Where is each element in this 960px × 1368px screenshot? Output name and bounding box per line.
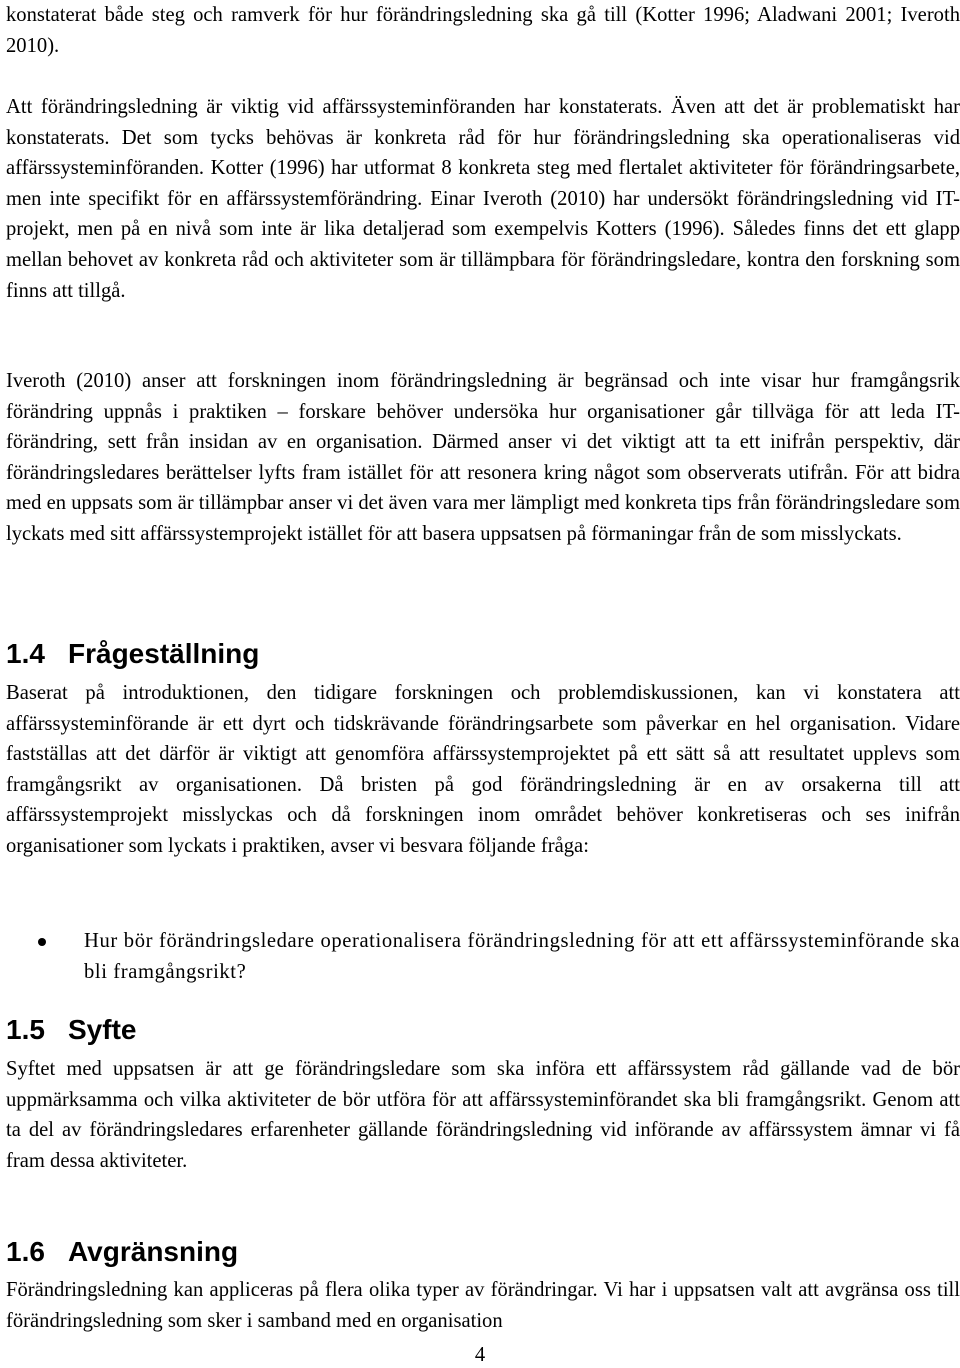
page-number: 4 bbox=[474, 1344, 486, 1366]
paragraph-fragestallning: Baserat på introduktionen, den tidigare forskningen och problemdiskussionen, kan vi konstatera att affärssysteminförande är ett dyrt och tidskrävande förändringsarbete som påverkar en hel organisation. Vidare fastställas att det därför är viktigt att genomföra affärssystemprojektet på ett sätt så att resultatet upplevs som framgångsrikt av organisationen. Då bristen på god förändringsledning är en av orsakerna till att affärssystemprojekt misslyckas och då forskningen inom området behöver konkretiseras och ses inifrån organisationer som lyckats i praktiken, avser vi besvara följande fråga: bbox=[6, 682, 960, 857]
section-number: 1.6 bbox=[6, 1236, 45, 1267]
paragraph-syfte: Syftet med uppsatsen är att ge förändringsledare som ska införa ett affärssystem råd gällande vad de bör uppmärksamma och vilka aktiviteter de bör utföra för att affärssysteminförandet ska bli framgångsrikt. Genom att ta del av förändringsledares erfarenheter gällande förändringsledning vid införande av affärssystem ämnar vi få fram dessa aktiviteter. bbox=[6, 1058, 960, 1172]
section-title: Syfte bbox=[68, 1014, 137, 1045]
section-number: 1.4 bbox=[6, 638, 45, 669]
section-heading-1-5 bbox=[6, 1013, 136, 1047]
research-question-bullet bbox=[38, 926, 960, 988]
section-number: 1.5 bbox=[6, 1014, 45, 1045]
section-title: Frågeställning bbox=[68, 638, 260, 669]
paragraph-inside-perspective: Iveroth (2010) anser att forskningen inom förändringsledning är begränsad och inte visar hur framgångsrik förändring uppnås i praktiken – forskare behöver undersöka hur organisationer går tillväga för att leda IT-förändring, sett från insidan av en organisation. Därmed anser vi det viktigt att ta ett inifrån perspektiv, där förändringsledares berättelser lyfts fram istället för att resonera kring något som observerats utifrån. För att bidra med en uppsats som är tillämpbar anser vi det även vara mer lämpligt med konkreta tips från förändringsledare som lyckats med sitt affärssystemprojekt istället för att basera uppsatsen på förmaningar från de som misslyckats. bbox=[6, 370, 960, 545]
section-heading-1-6 bbox=[6, 1235, 238, 1269]
bullet-icon bbox=[38, 938, 46, 946]
section-heading-1-4 bbox=[6, 637, 259, 671]
research-question-text: Hur bör förändringsledare operationalisera förändringsledning för att ett affärssysteminförande ska bli framgångsrikt? bbox=[84, 930, 960, 983]
paragraph-intro-continuation: konstaterat både steg och ramverk för hur förändringsledning ska gå till (Kotter 1996; Aladwani 2001; Iveroth 2010). bbox=[6, 4, 960, 57]
section-title: Avgränsning bbox=[68, 1236, 239, 1267]
paragraph-avgransning: Förändringsledning kan appliceras på flera olika typer av förändringar. Vi har i uppsatsen valt att avgränsa oss till förändringsledning som sker i samband med en organisation bbox=[6, 1279, 960, 1332]
paragraph-research-gap: Att förändringsledning är viktig vid affärssysteminföranden har konstaterats. Även att det är problematiskt har konstaterats. Det som tycks behövas är konkreta råd för hur förändringsledning ska operationaliseras vid affärssysteminföranden. Kotter (1996) har utformat 8 konkreta steg med flertalet aktiviteter för förändringsarbete, men inte specifikt för en affärssystemförändring. Einar Iveroth (2010) har undersökt förändringsledning vid IT-projekt, men på en nivå som inte är lika detaljerad som exempelvis Kotters (1996). Således finns det ett glapp mellan behovet av konkreta råd och aktiviteter som är tillämpbara för förändringsledare, kontra den forskning som finns att tillgå. bbox=[6, 96, 960, 302]
